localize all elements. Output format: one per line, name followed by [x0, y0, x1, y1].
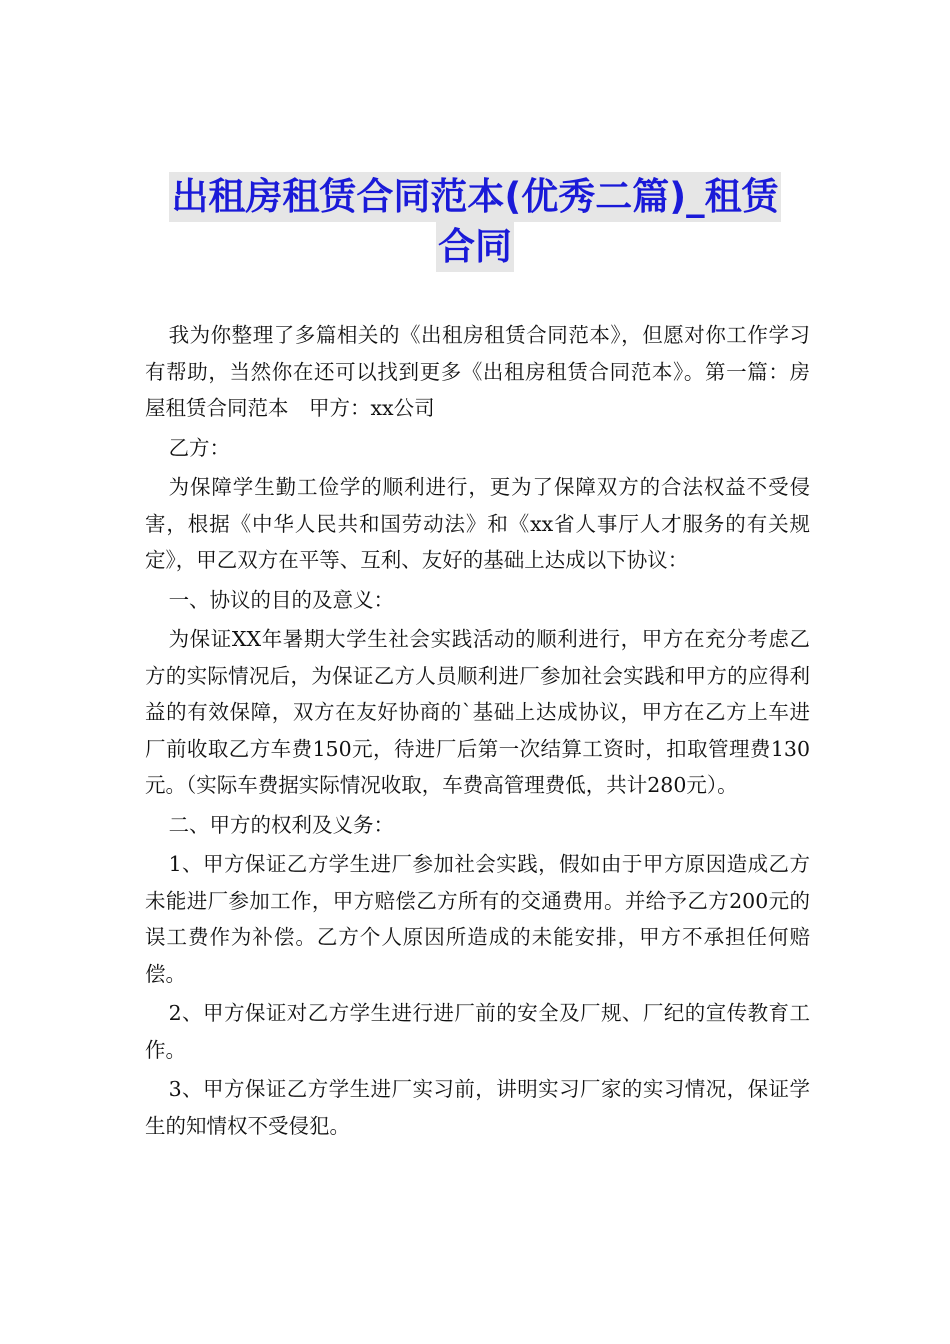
document-body [145, 317, 810, 1144]
document-title [0, 172, 950, 272]
paragraph-clause-2: 2、甲方保证对乙方学生进行进厂前的安全及厂规、厂纪的宣传教育工作。 [145, 1001, 810, 1062]
paragraph-clause-1: 1、甲方保证乙方学生进厂参加社会实践，假如由于甲方原因造成乙方未能进厂参加工作，甲方赔偿乙方所有的交通费用。并给予乙方200元的误工费作为补偿。乙方个人原因所造成的未能安排，甲方不承担任何赔偿。 [145, 852, 810, 986]
paragraph-intro: 我为你整理了多篇相关的《出租房租赁合同范本》，但愿对你工作学习有帮助，当然你在还可以找到更多《出租房租赁合同范本》。第一篇：房屋租赁合同范本 甲方：xx公司 [145, 323, 810, 420]
paragraph-party-b: 乙方： [168, 435, 231, 460]
title-line-2: 合同 [436, 222, 514, 272]
paragraph-section-1: 为保证XX年暑期大学生社会实践活动的顺利进行，甲方在充分考虑乙方的实际情况后，为保证乙方人员顺利进厂参加社会实践和甲方的应得利益的有效保障，双方在友好协商的`基础上达成协议，甲方在乙方上车进厂前收取乙方车费150元，待进厂后第一次结算工资时，扣取管理费130元。（实际车费据实际情况收取，车费高管理费低，共计280元）。 [145, 627, 810, 797]
section-heading-1: 一、协议的目的及意义： [168, 587, 395, 612]
section-heading-2: 二、甲方的权利及义务： [168, 812, 395, 837]
paragraph-clause-3: 3、甲方保证乙方学生进厂实习前，讲明实习厂家的实习情况，保证学生的知情权不受侵犯。 [145, 1077, 810, 1138]
title-line-1: 出租房租赁合同范本(优秀二篇)_租赁 [169, 172, 780, 222]
paragraph-purpose: 为保障学生勤工俭学的顺利进行，更为了保障双方的合法权益不受侵害，根据《中华人民共和国劳动法》和《xx省人事厅人才服务的有关规定》，甲乙双方在平等、互利、友好的基础上达成以下协议： [145, 475, 810, 572]
